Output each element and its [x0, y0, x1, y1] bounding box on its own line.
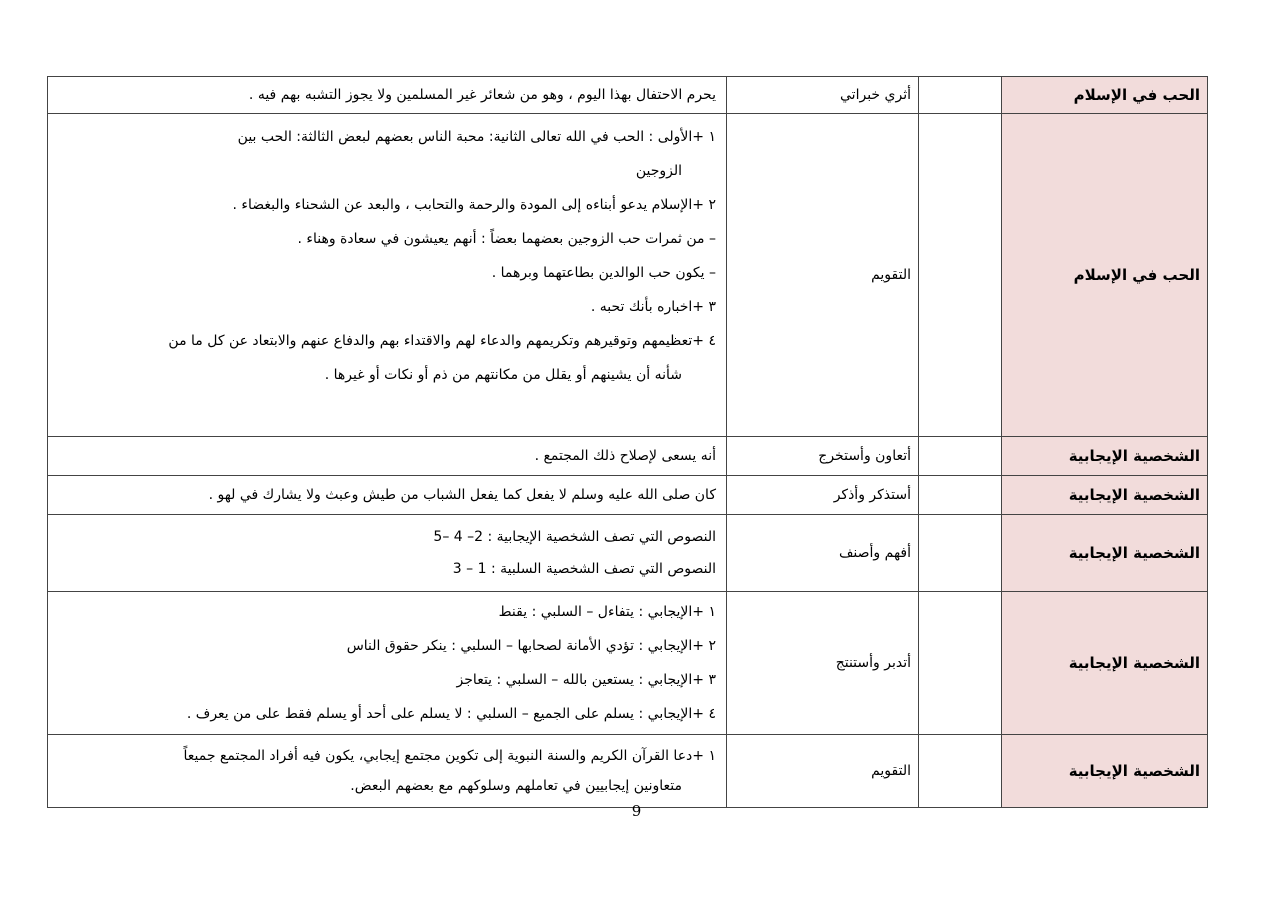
skill-cell: أثري خبراتي: [727, 77, 919, 114]
content-line: كان صلى الله عليه وسلم لا يفعل كما يفعل الشباب من طيش وعبث ولا يشارك في لهو .: [208, 487, 716, 503]
skill-cell: التقويم: [727, 114, 919, 437]
table-row: [48, 476, 1208, 515]
skill-cell: أفهم وأصنف: [727, 515, 919, 592]
content-cell: [48, 437, 727, 476]
skill-cell: أتدبر وأستنتج: [727, 592, 919, 735]
table-row: [48, 735, 1208, 808]
skill-cell: التقويم: [727, 735, 919, 808]
content-line: أنه يسعى لإصلاح ذلك المجتمع .: [534, 448, 716, 464]
empty-cell: [919, 515, 1002, 592]
content-cell: [48, 592, 727, 735]
empty-cell: [919, 77, 1002, 114]
skill-cell: أتعاون وأستخرج: [727, 437, 919, 476]
content-line: ٢ +الإسلام يدعو أبناءه إلى المودة والرحمة والتحابب ، والبعد عن الشحناء والبغضاء .: [232, 197, 716, 213]
content-line: ١ +الإيجابي : يتفاءل – السلبي : يقنط: [498, 604, 716, 620]
content-cell: [48, 476, 727, 515]
content-cell: [48, 114, 727, 437]
table-row: [48, 515, 1208, 592]
content-line: ٢ +الإيجابي : تؤدي الأمانة لصحابها – السلبي : ينكر حقوق الناس: [346, 638, 716, 654]
empty-cell: [919, 735, 1002, 808]
content-line: شأنه أن يشينهم أو يقلل من مكانتهم من ذم أو نكات أو غيرها .: [324, 367, 682, 383]
content-cell: [48, 77, 727, 114]
content-line: الزوجين: [635, 163, 682, 179]
content-line: النصوص التي تصف الشخصية الإيجابية : 2– 4 –5: [433, 529, 716, 545]
content-line: ٤ +تعظيمهم وتوقيرهم وتكريمهم والدعاء لهم والاقتداء بهم والدفاع عنهم والابتعاد عن كل ما من: [168, 333, 716, 349]
lesson-table: [47, 76, 1208, 808]
topic-cell: الشخصية الإيجابية: [1002, 735, 1208, 808]
empty-cell: [919, 592, 1002, 735]
content-line: ٤ +الإيجابي : يسلم على الجميع – السلبي : لا يسلم على أحد أو يسلم فقط على من يعرف .: [186, 706, 716, 722]
empty-cell: [919, 437, 1002, 476]
topic-cell: الحب في الإسلام: [1002, 114, 1208, 437]
empty-cell: [919, 114, 1002, 437]
table-row: [48, 437, 1208, 476]
content-cell: [48, 515, 727, 592]
page-number: 9: [631, 802, 642, 820]
content-cell: [48, 735, 727, 808]
empty-cell: [919, 476, 1002, 515]
content-line: ١ +دعا القرآن الكريم والسنة النبوية إلى تكوين مجتمع إيجابي، يكون فيه أفراد المجتمع جميعاً: [183, 748, 716, 764]
content-line: ٣ +الإيجابي : يستعين بالله – السلبي : يتعاجز: [456, 672, 716, 688]
table-row: [48, 77, 1208, 114]
content-line: – من ثمرات حب الزوجين بعضهما بعضاً : أنهم يعيشون في سعادة وهناء .: [297, 231, 716, 247]
skill-cell: أستذكر وأذكر: [727, 476, 919, 515]
content-line: متعاونين إيجابيين في تعاملهم وسلوكهم مع بعضهم البعض.: [350, 778, 682, 794]
table-row: [48, 114, 1208, 437]
content-line: ٣ +اخباره بأنك تحبه .: [590, 299, 716, 315]
content-line: يحرم الاحتفال بهذا اليوم ، وهو من شعائر غير المسلمين ولا يجوز التشبه بهم فيه .: [248, 87, 716, 103]
topic-cell: الشخصية الإيجابية: [1002, 437, 1208, 476]
topic-cell: الحب في الإسلام: [1002, 77, 1208, 114]
content-line: النصوص التي تصف الشخصية السلبية : 1 – 3: [452, 561, 716, 577]
table-row: [48, 592, 1208, 735]
topic-cell: الشخصية الإيجابية: [1002, 515, 1208, 592]
content-line: – يكون حب الوالدين بطاعتهما وبرهما .: [491, 265, 716, 281]
topic-cell: الشخصية الإيجابية: [1002, 592, 1208, 735]
content-line: ١ +الأولى : الحب في الله تعالى الثانية: محبة الناس بعضهم لبعض الثالثة: الحب بين: [237, 129, 716, 145]
topic-cell: الشخصية الإيجابية: [1002, 476, 1208, 515]
